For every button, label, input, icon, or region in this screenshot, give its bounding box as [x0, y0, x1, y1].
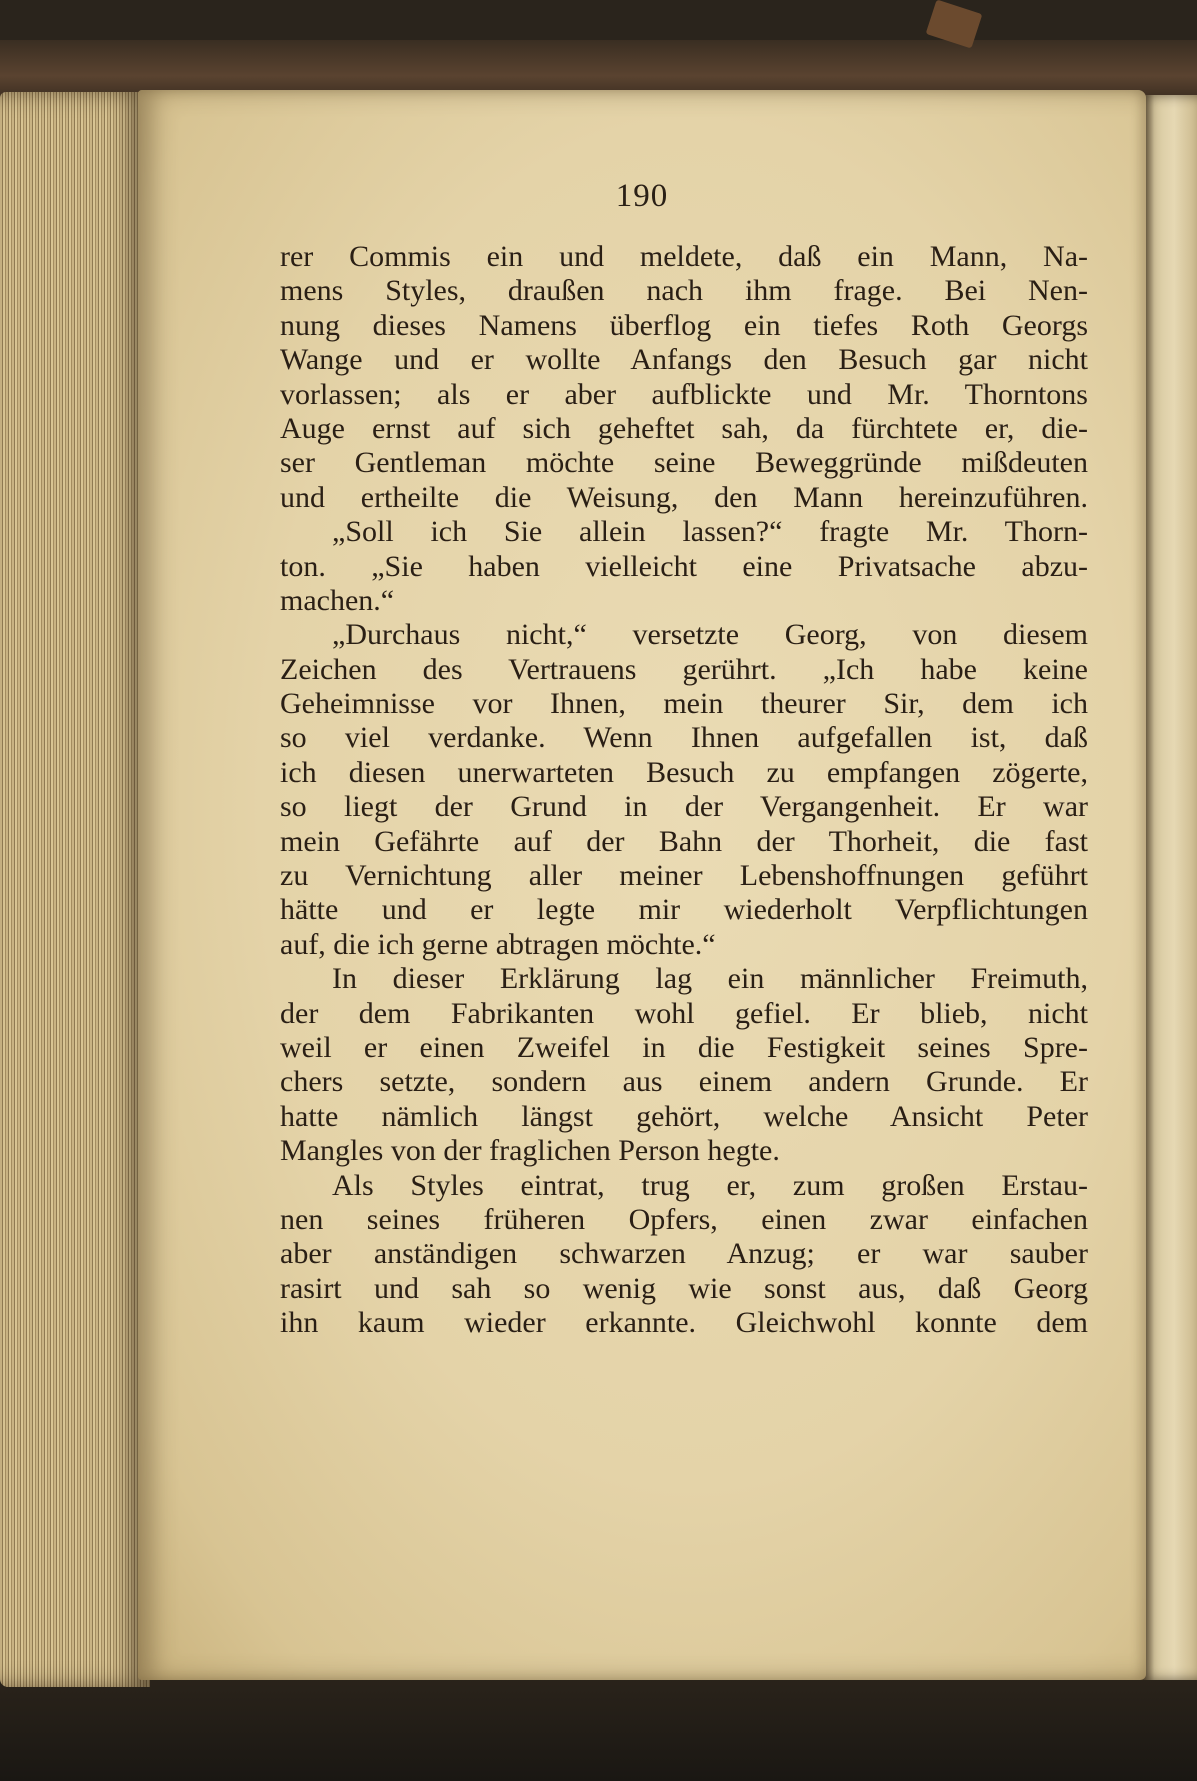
text-line: nen seines früheren Opfers, einen zwar einfachen — [280, 1202, 1088, 1236]
text-line: zu Vernichtung aller meiner Lebenshoffnungen geführt — [280, 859, 1088, 893]
text-line: hatte nämlich längst gehört, welche Ansicht Peter — [280, 1099, 1088, 1133]
text-line: rasirt und sah so wenig wie sonst aus, daß Georg — [280, 1271, 1088, 1305]
text-line: rer Commis ein und meldete, daß ein Mann, Na- — [280, 240, 1088, 273]
body-text — [280, 240, 1088, 1341]
text-line: weil er einen Zweifel in die Festigkeit seines Spre- — [280, 1030, 1088, 1064]
book-page — [138, 90, 1146, 1680]
facing-page-edge — [1140, 95, 1197, 1680]
text-line: nung dieses Namens überflog ein tiefes Roth Georgs — [280, 308, 1088, 342]
text-line: chers setzte, sondern aus einem andern Grunde. Er — [280, 1065, 1088, 1099]
text-line: „Durchaus nicht,“ versetzte Georg, von diesem — [332, 618, 1088, 652]
text-line: machen.“ — [280, 583, 395, 617]
text-line: ser Gentleman möchte seine Beweggründe mißdeuten — [280, 446, 1088, 480]
text-line: aber anständigen schwarzen Anzug; er war sauber — [280, 1237, 1088, 1271]
text-line: ihn kaum wieder erkannte. Gleichwohl konnte dem — [280, 1306, 1088, 1340]
text-line: mein Gefährte auf der Bahn der Thorheit, die fast — [280, 824, 1088, 858]
text-line: so viel verdanke. Wenn Ihnen aufgefallen ist, daß — [280, 721, 1088, 755]
text-line: ton. „Sie haben vielleicht eine Privatsache abzu- — [280, 549, 1088, 583]
text-line: ich diesen unerwarteten Besuch zu empfangen zögerte, — [280, 755, 1088, 789]
text-line: der dem Fabrikanten wohl gefiel. Er blieb, nicht — [280, 996, 1088, 1030]
text-line: vorlassen; als er aber aufblickte und Mr. Thorntons — [280, 377, 1088, 411]
text-line: Wange und er wollte Anfangs den Besuch gar nicht — [280, 343, 1088, 377]
text-line: Zeichen des Vertrauens gerührt. „Ich habe keine — [280, 652, 1088, 686]
text-line: mens Styles, draußen nach ihm frage. Bei Nen- — [280, 274, 1088, 308]
page-number: 190 — [615, 178, 669, 214]
text-line: Geheimnisse vor Ihnen, mein theurer Sir, dem ich — [280, 687, 1088, 721]
text-line: auf, die ich gerne abtragen möchte.“ — [280, 927, 716, 961]
text-line: so liegt der Grund in der Vergangenheit. Er war — [280, 790, 1088, 824]
book-cover-bottom — [0, 1670, 1197, 1781]
text-line: Mangles von der fraglichen Person hegte. — [280, 1134, 780, 1168]
text-line: und ertheilte die Weisung, den Mann hereinzuführen. — [280, 480, 1088, 514]
text-line: In dieser Erklärung lag ein männlicher Freimuth, — [332, 962, 1088, 996]
text-line: Als Styles eintrat, trug er, zum großen Erstau- — [332, 1168, 1088, 1202]
text-line: „Soll ich Sie allein lassen?“ fragte Mr. Thorn- — [332, 515, 1088, 549]
page-edges — [0, 92, 150, 1687]
text-line: hätte und er legte mir wiederholt Verpflichtungen — [280, 893, 1088, 927]
text-line: Auge ernst auf sich geheftet sah, da fürchtete er, die- — [280, 411, 1088, 445]
